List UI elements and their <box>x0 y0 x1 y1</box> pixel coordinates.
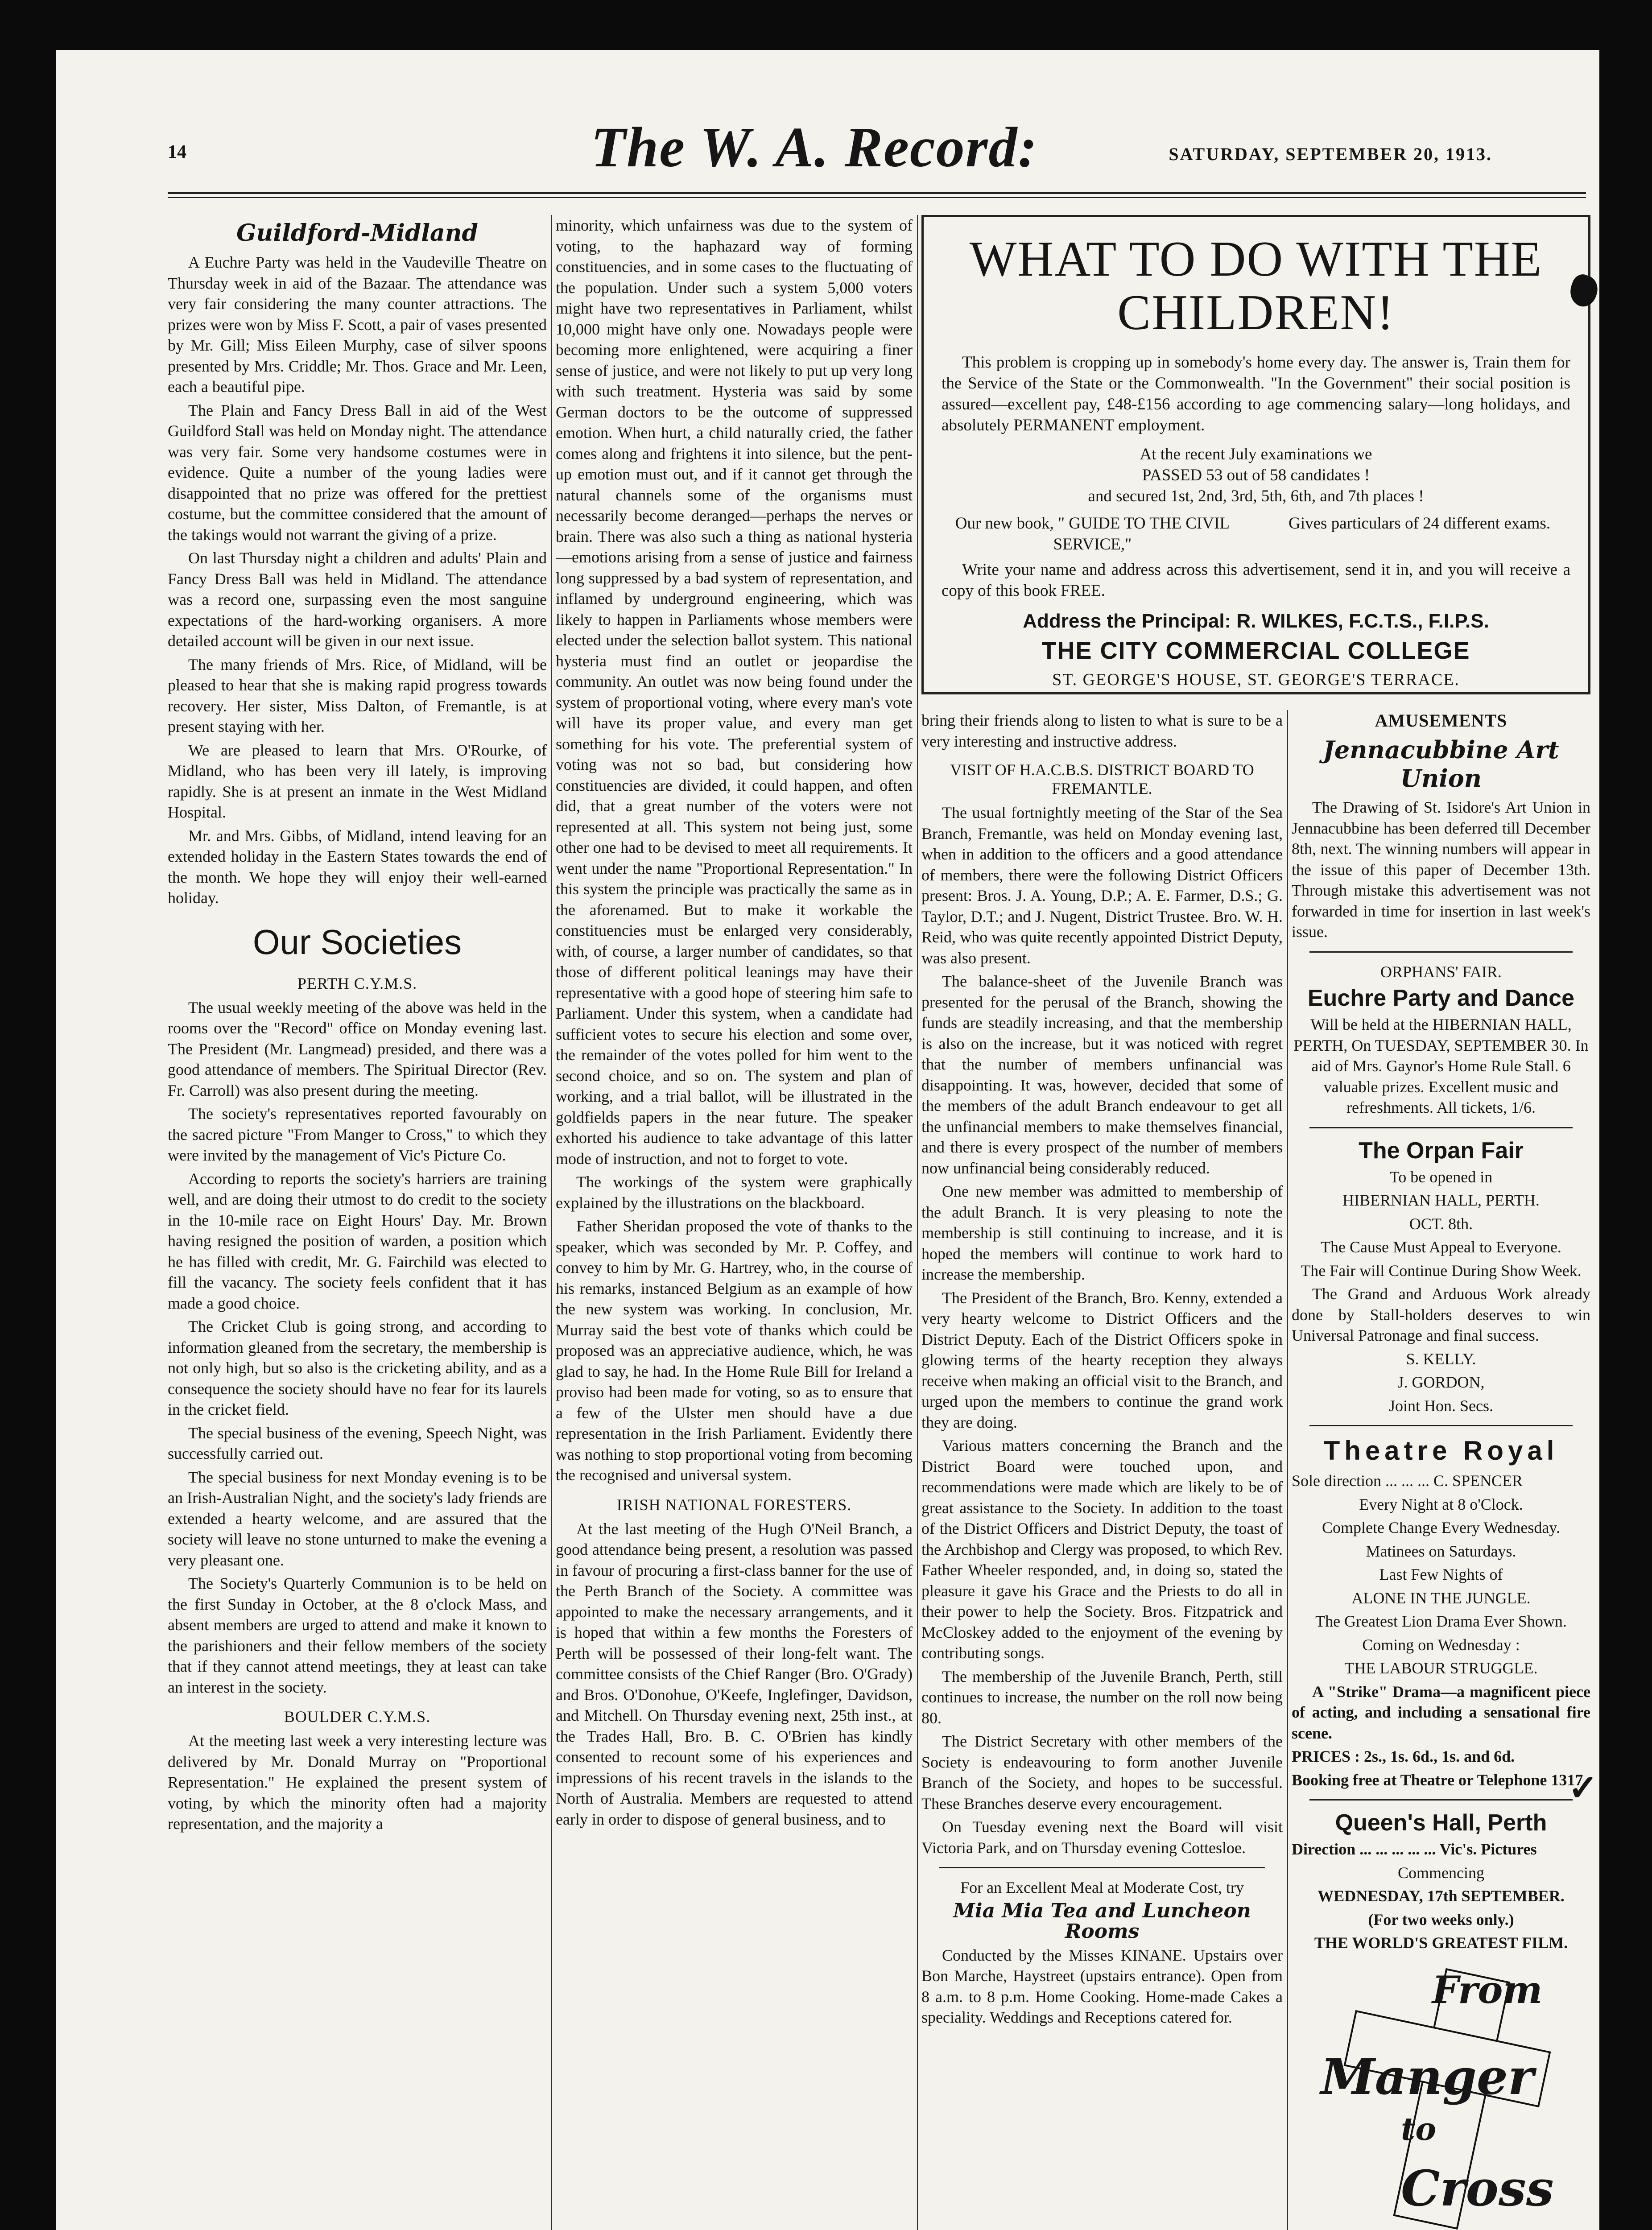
euchre-title: Euchre Party and Dance <box>1307 985 1575 1011</box>
article-paragraph: According to reports the society's harriers are training well, and are doing their utmost to do credit to the society in the 10-mile race on Eight Hours' Day. Mr. Brown having resigned the position of warden, a position which he has filled with credit, Mr. G. Fairchild was elected to fill the vacancy. The society feels confident that it has made a good choice. <box>168 1169 547 1312</box>
article-paragraph: The many friends of Mrs. Rice, of Midland, will be pleased to hear that she is making rapid progress towards recovery. Her sister, Miss Dalton, of Fremantle, is at present staying with her. <box>168 655 547 735</box>
article-paragraph: minority, which unfairness was due to the system of voting, to the haphazard way of forming constituencies, and in some cases to the fluctuating of the population. Under such a system 5,000 voters might have two representatives in Parliament, whilst 10,000 might have only one. Nowadays people were becoming more enlightened, were acquiring a finer sense of justice, and were not likely to put up very long with such treatment. Hysteria was said by some German doctors to be the outcome of suppressed emotion. When hurt, a child naturally cried, the father comes along and frightens it into silence, but the pent-up emotion must out, and if it cannot get through the natural channels some of the organisms must necessarily become deranged—perhaps the nerves or brain. There was also such a thing as national hysteria—emotions arising from a sense of justice and fairness long suppressed by a bad system of representation, and inflamed by underground engineering, which was likely to happen in Parliaments whose members were elected under the selection ballot system. This national hysteria must find an outlet or jeopardise the community. An outlet was now being found under the system of proportional voting, where every man's vote will have its proper value, and every man get something for his vote. The preferential system of voting was not so bad, but considering how constituencies are divided, it could happen, and often did, that a great number of the voters were not represented at all. This system not being just, some other one had to be devised to meet all requirements. It went under the name "Proportional Representation." In this system the principle was practically the same as in the aforenamed. But to make it workable the constituencies must be enlarged very considerably, with, of course, a larger number of candidates, so that those of different political leanings may have their representative with a good hope of steering him safe to Parliament. Under this system, when a candidate had sufficient votes to secure his election and some over, the remainder of the votes polled for him went to the second choice, and so on. The system and plan of working, and a trial ballot, will be illustrated in the goldfields papers in the near future. The speaker exhorted his audience to take advantage of this latter mode of instruction, and not to forget to vote. <box>556 216 913 1168</box>
article-paragraph: Father Sheridan proposed the vote of thanks to the speaker, which was seconded by Mr. P. Coffey, and convey to him by Mr. G. Hartrey, who, in the course of his remarks, instanced Belgium as an example of how the new system was working. In conclusion, Mr. Murray said the best vote of thanks which could be proposed was an appreciative audience, which, he was glad to say, he had. In the Home Rule Bill for Ireland a proviso had been made for voting, so as to ensure that a few of the Ulster men should have a due representation in the Irish Parliament. Evidently there was nothing to stop proportional voting from becoming the recognised and universal system. <box>556 1217 913 1484</box>
theatre-line: ALONE IN THE JUNGLE. <box>1351 1589 1531 1607</box>
article-paragraph: One new member was admitted to membership of the adult Branch. It is very pleasing to note the membership is still continuing to increase, and it is hoped the members will continue to work hard to increase the membership. <box>921 1182 1283 1283</box>
orpan-line: The Grand and Arduous Work already done by Stall-holders deserves to win Universal Patronage and final success. <box>1292 1285 1590 1344</box>
article-paragraph: The society's representatives reported favourably on the sacred picture "From Manger to Cross," to which they were invited by the management of Vic's Picture Co. <box>168 1105 547 1164</box>
queens-line: THE WORLD'S GREATEST FILM. <box>1314 1934 1568 1952</box>
article-paragraph: The Society's Quarterly Communion is to be held on the first Sunday in October, at the 8 o'clock Mass, and absent members are urged to attend and make it known to the parishioners and their fellow members of the society that if they cannot attend meetings, they at least can take an interest in the society. <box>168 1574 547 1696</box>
euchre-body: Will be held at the HIBERNIAN HALL, PERTH, On TUESDAY, SEPTEMBER 30. In aid of Mrs. Gaynor's Home Rule Stall. 6 valuable prizes. Excellent music and refreshments. All tickets, 1/6. <box>1293 1016 1589 1116</box>
theatre-royal-title: Theatre Royal <box>1323 1436 1559 1466</box>
subheading-boulder-cyms: BOULDER C.Y.M.S. <box>284 1708 431 1726</box>
queens-line: Commencing <box>1398 1863 1484 1882</box>
ad-body: This problem is cropping up in somebody's home every day. The answer is, Train them for the Service of the State or the Commonwealth. "In the Government" their social position is assured—excellent pay, £48-£156 according to age commencing salary—long holidays, and absolutely PERMANENT employment. <box>942 353 1570 434</box>
newspaper-page <box>56 50 1599 2230</box>
ad-college-name: THE CITY COMMERCIAL COLLEGE <box>1041 637 1470 664</box>
theatre-line: Matinees on Saturdays. <box>1366 1542 1516 1560</box>
theatre-direction: Sole direction ... ... ... C. SPENCER <box>1292 1472 1523 1490</box>
theatre-line: THE LABOUR STRUGGLE. <box>1344 1659 1538 1677</box>
orpan-line: OCT. 8th. <box>1409 1214 1473 1233</box>
civil-service-advertisement <box>921 215 1590 694</box>
queens-hall-title: Queen's Hall, Perth <box>1335 1810 1547 1836</box>
orpan-fair-title: The Orpan Fair <box>1359 1137 1524 1164</box>
orpan-line: To be opened in <box>1389 1168 1493 1186</box>
article-paragraph: The District Secretary with other members of the Society is endeavouring to form another Juvenile Branch of the Society, and hopes to be successful. These Branches deserve every encouragement. <box>921 1732 1283 1813</box>
masthead-title: The W. A. Record: <box>591 116 1038 179</box>
theatre-line: PRICES : 2s., 1s. 6d., 1s. and 6d. <box>1292 1747 1515 1765</box>
film-word: Manger <box>1321 2048 1534 2106</box>
ad-book-title: Our new book, " GUIDE TO THE CIVIL SERVICE," <box>955 514 1230 553</box>
queens-direction: Direction ... ... ... ... ... Vic's. Pictures <box>1292 1840 1537 1858</box>
amusements-heading: AMUSEMENTS <box>1375 710 1507 731</box>
divider <box>1309 1425 1573 1426</box>
queens-line: WEDNESDAY, 17th SEPTEMBER. <box>1317 1887 1565 1905</box>
signatory: J. GORDON, <box>1397 1373 1485 1391</box>
art-union-title: Jennacubbine Art Union <box>1323 735 1559 793</box>
ad-headline: WHAT TO DO WITH THE CHILDREN! <box>969 231 1543 340</box>
article-paragraph: The special business of the evening, Speech Night, was successfully carried out. <box>168 1424 547 1462</box>
dateline: SATURDAY, SEPTEMBER 20, 1913. <box>1169 144 1492 164</box>
ad-exam-line: and secured 1st, 2nd, 3rd, 5th, 6th, and 7th places ! <box>1088 487 1424 505</box>
film-cross-graphic <box>1316 1963 1566 2230</box>
article-paragraph: Mr. and Mrs. Gibbs, of Midland, intend leaving for an extended holiday in the Eastern States towards the end of the month. We hope they will enjoy their well-earned holiday. <box>168 826 547 907</box>
orpan-line: The Cause Must Appeal to Everyone. <box>1321 1238 1561 1256</box>
article-paragraph: At the last meeting of the Hugh O'Neil Branch, a good attendance being present, a resolution was passed in favour of procuring a first-class banner for the use of the Perth Branch of the Society. A committee was appointed to make the necessary arrangements, and it is hoped that within a few months the Foresters of Perth will be possessed of their long-felt want. The committee consists of the Chief Ranger (Bro. O'Grady) and Bros. O'Donohue, O'Keefe, Inglefinger, Davidson, and Mitchell. On Thursday evening next, 25th inst., at the Trades Hall, Bro. B. C. O'Brien has kindly consented to recount some of his experiences and impressions of his recent travels in the islands to the North of Australia. Members are requested to attend early in order to dispose of general business, and to <box>556 1520 913 1828</box>
column-2 <box>556 215 913 2230</box>
orphans-fair-label: ORPHANS' FAIR. <box>1380 962 1502 981</box>
article-paragraph: The balance-sheet of the Juvenile Branch was presented for the perusal of the Branch, showing the funds are steadily increasing, and that the membership is also on the increase, but it was noticed with regret that the number of members unfinancial was disappointing. It was, however, decided that some of the members of the adult Branch endeavour to get all the unfinancial members to make themselves financial, and there is every prospect of the number of members now unfinancial being considerably reduced. <box>921 972 1283 1177</box>
theatre-line: Booking free at Theatre or Telephone 1317. <box>1292 1771 1587 1789</box>
article-paragraph: We are pleased to learn that Mrs. O'Rourke, of Midland, who has been very ill lately, is improving rapidly. She is at present an inmate in the West Midland Hospital. <box>168 741 547 821</box>
masthead <box>56 50 1599 197</box>
article-paragraph: On Tuesday evening next the Board will visit Victoria Park, and on Thursday evening Cottesloe. <box>921 1818 1283 1857</box>
meal-ad-name: Mia Mia Tea and Luncheon Rooms <box>953 1899 1251 1943</box>
theatre-line: Last Few Nights of <box>1379 1565 1503 1583</box>
column-1 <box>168 215 547 2230</box>
masthead-rule-thin <box>168 197 1586 198</box>
article-paragraph: The Cricket Club is going strong, and according to information gleaned from the secretary, the membership is not only high, but so also is the cricketing ability, and as a consequence the society should have no fear for its laurels in the cricket field. <box>168 1317 547 1418</box>
film-word: From <box>1432 1967 1543 2012</box>
ink-tick-mark: ✓ <box>1568 1769 1598 1808</box>
column-divider <box>917 215 918 2230</box>
divider <box>939 1867 1265 1868</box>
section-heading-societies: Our Societies <box>252 922 462 962</box>
article-paragraph: The usual fortnightly meeting of the Star of the Sea Branch, Fremantle, was held on Monday evening last, when in addition to the officers and a good attendance of members, there were the following District Officers present: Bros. J. A. Young, D.P.; A. E. Farmer, D.S.; G. Taylor, D.T.; and J. Nugent, District Trustee. Bro. W. H. Reid, who was quite recently appointed District Deputy, was also present. <box>921 804 1283 967</box>
article-paragraph: Various matters concerning the Branch and the District Board were touched upon, and recommendations were made which are likely to be of great assistance to the Society. In addition to the toast of the District Officers and District Deputy, the toast of the Archbishop and Clergy was proposed, to which Rev. Father Wheeler responded, and, in doing so, stated the pleasure it gave his Grace and the Priests to do all in their power to help the Society. Bros. Fitzpatrick and McCloskey added to the enjoyment of the evening by contributing songs. <box>921 1437 1283 1662</box>
ad-write-instruction: Write your name and address across this advertisement, send it in, and you will receive a copy of this book FREE. <box>942 561 1570 600</box>
article-paragraph: The workings of the system were graphically explained by the illustrations on the blackboard. <box>556 1173 913 1212</box>
article-paragraph: The membership of the Juvenile Branch, Perth, still continues to increase, the number on the roll now being 80. <box>921 1667 1283 1727</box>
subheading-visit: VISIT OF H.A.C.B.S. DISTRICT BOARD TO FREMANTLE. <box>950 761 1254 797</box>
article-paragraph: The usual weekly meeting of the above was held in the rooms over the "Record" office on Monday evening last. The President (Mr. Langmead) presided, and there was a good attendance of members. The Spiritual Director (Rev. Fr. Carroll) was also present during the meeting. <box>168 998 547 1099</box>
column-4 <box>1292 710 1590 2230</box>
subheading-perth-cyms: PERTH C.Y.M.S. <box>297 974 417 992</box>
ad-address: ST. GEORGE'S HOUSE, ST. GEORGE'S TERRACE. <box>1052 670 1460 689</box>
article-paragraph: At the meeting last week a very interesting lecture was delivered by Mr. Donald Murray on "Proportional Representation." He explained the present system of voting, by which the minority often had a majority representation, and the majority a <box>168 1732 547 1833</box>
orpan-line: The Fair will Continue During Show Week. <box>1301 1261 1582 1280</box>
article-paragraph: On last Thursday night a children and adults' Plain and Fancy Dress Ball was held in Midland. The attendance was a record one, surpassing even the most sanguine expectations of the hard-working organisers. A more detailed account will be given in our next issue. <box>168 549 547 650</box>
divider <box>1309 951 1573 953</box>
ad-principal: Address the Principal: R. WILKES, F.C.T.S., F.I.P.S. <box>1023 610 1489 632</box>
article-paragraph: A Euchre Party was held in the Vaudeville Theatre on Thursday week in aid of the Bazaar. The attendance was very fair considering the many counter attractions. The prizes were won by Miss F. Scott, a pair of vases presented by Mr. Gill; Miss Eileen Murphy, case of silver spoons presented by Mrs. Criddle; Mr. Thos. Grace and Mr. Leen, each a beautiful pipe. <box>168 253 547 396</box>
orpan-line: HIBERNIAN HALL, PERTH. <box>1342 1191 1540 1209</box>
ad-exam-line: PASSED 53 out of 58 candidates ! <box>1142 466 1370 484</box>
film-word: to <box>1401 2110 1437 2147</box>
art-union-body: The Drawing of St. Isidore's Art Union in Jennacubbine has been deferred till December 8th, next. The winning numbers will appear in the issue of this paper of December 13th. Through mistake this advertisement was not forwarded in time for insertion in last week's issue. <box>1292 798 1590 941</box>
meal-ad-line: For an Excellent Meal at Moderate Cost, try <box>960 1879 1244 1896</box>
article-paragraph: The special business for next Monday evening is to be an Irish-Australian Night, and the society's lady friends are extended a hearty welcome, and are assured that the society will leave no stone unturned to make the evening a very pleasant one. <box>168 1468 547 1569</box>
ad-book-row <box>942 513 1570 555</box>
column-divider <box>1287 710 1288 2230</box>
theatre-line: Every Night at 8 o'Clock. <box>1359 1495 1523 1513</box>
signatory: S. KELLY. <box>1406 1350 1476 1368</box>
subheading-foresters: IRISH NATIONAL FORESTERS. <box>616 1495 852 1514</box>
theatre-line: A "Strike" Drama—a magnificent piece of acting, and including a sensational fire scene. <box>1292 1682 1590 1742</box>
column-divider <box>551 215 552 2230</box>
signatory: Joint Hon. Secs. <box>1389 1396 1493 1415</box>
divider <box>1309 1799 1573 1801</box>
divider <box>1309 1127 1573 1128</box>
theatre-line: Complete Change Every Wednesday. <box>1322 1519 1560 1536</box>
film-word: Cross <box>1401 2159 1554 2217</box>
column-3 <box>921 710 1283 2230</box>
ad-book-details: Gives particulars of 24 different exams. <box>1289 514 1551 533</box>
article-paragraph: The President of the Branch, Bro. Kenny, extended a very hearty welcome to District Officers and the District Deputy. Each of the District Officers spoke in glowing terms of the hearty reception they always receive when making an official visit to the Branch, and urged upon the members to continue the grand work they are doing. <box>921 1288 1283 1431</box>
ad-exam-line: At the recent July examinations we <box>1140 445 1372 463</box>
page-number: 14 <box>168 142 186 162</box>
masthead-rule <box>168 192 1586 194</box>
theatre-line: Coming on Wednesday : <box>1362 1635 1520 1654</box>
meal-ad-body: Conducted by the Misses KINANE. Upstairs over Bon Marche, Haystreet (upstairs entrance). Open from 8 a.m. to 8 p.m. Home Cooking. Home-made Cakes a speciality. Weddings and Receptions catered for. <box>921 1946 1283 2026</box>
article-paragraph: The Plain and Fancy Dress Ball in aid of the West Guildford Stall was held on Monday night. The attendance was very fair. Some very handsome costumes were in evidence. Quite a number of the young ladies were disappointed that no prize was offered for the prettiest costume, but the committee considered that the amount of the takings would not warrant the giving of a prize. <box>168 401 547 544</box>
theatre-line: The Greatest Lion Drama Ever Shown. <box>1315 1612 1567 1630</box>
article-paragraph: bring their friends along to listen to what is sure to be a very interesting and instructive address. <box>921 711 1283 750</box>
section-heading-guildford: Guildford-Midland <box>236 219 478 247</box>
queens-line: (For two weeks only.) <box>1368 1910 1514 1929</box>
